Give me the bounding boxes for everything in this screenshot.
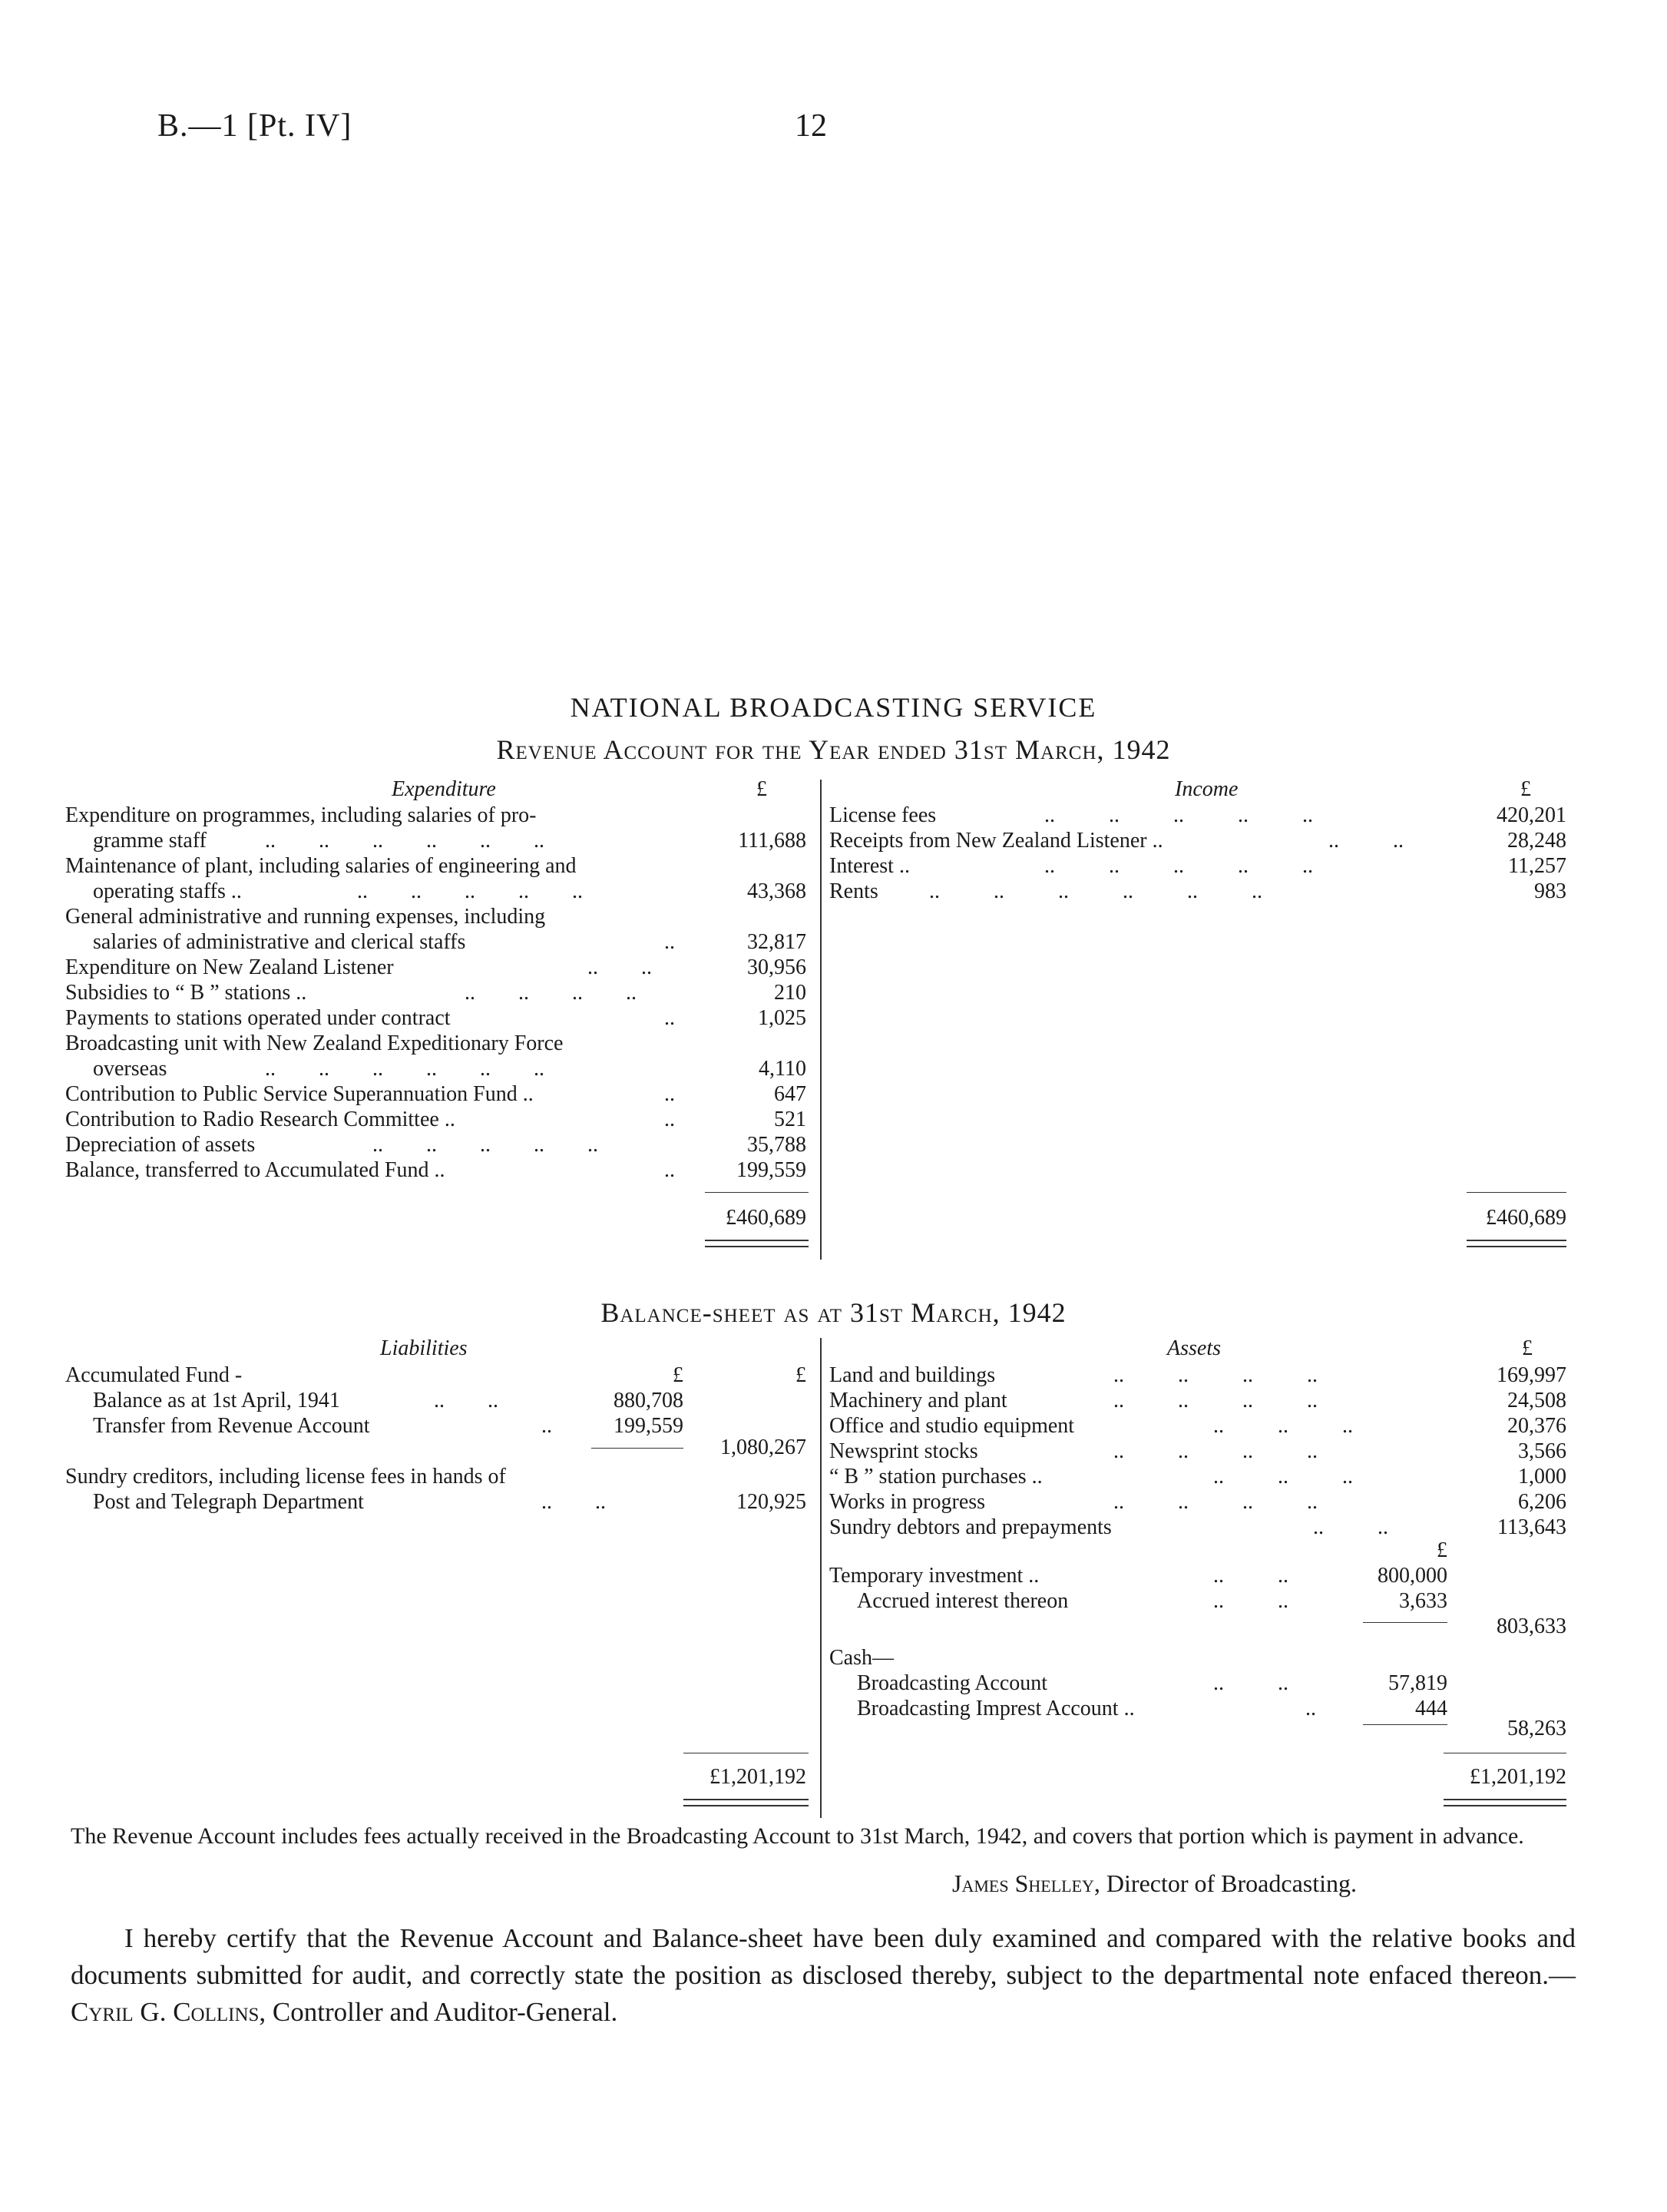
balance-sheet-title: Balance-sheet as at 31st March, 1942 [600,1297,1067,1328]
revenue-column-divider [820,780,822,1260]
expenditure-amount: 111,688 [738,829,806,853]
expenditure-line: Maintenance of plant, including salaries of engineering and [65,854,577,878]
income-label: Interest .. [829,854,910,878]
asset-label: Broadcasting Imprest Account .. [857,1697,1135,1720]
income-label: Receipts from New Zealand Listener .. [829,829,1163,853]
double-rule [1467,1240,1566,1241]
expenditure-amount: 199,559 [736,1158,806,1182]
asset-currency: £ [1437,1538,1447,1562]
asset-label: Newsprint stocks [829,1439,978,1463]
accumulated-fund-label: Accumulated Fund - [65,1363,243,1387]
expenditure-line: Depreciation of assets [65,1133,256,1157]
assets-total: £1,201,192 [1470,1765,1566,1789]
expenditure-row [65,1031,806,1057]
asset-amount: 3,566 [1518,1439,1566,1463]
asset-label: Temporary investment .. [829,1564,1040,1588]
income-row [829,879,1566,905]
assets-heading: Assets [1167,1336,1221,1360]
expenditure-line: Expenditure on New Zealand Listener [65,955,394,979]
leader-dots: .. [664,1082,675,1106]
expenditure-line: Balance, transferred to Accumulated Fund .. [65,1158,445,1182]
asset-amount: 20,376 [1507,1414,1566,1438]
asset-row [829,1439,1566,1465]
double-rule [683,1799,809,1800]
double-rule [1444,1805,1566,1806]
liability-row [65,1435,806,1461]
liability-amount: 880,708 [614,1389,683,1412]
leader-dots: .. [664,1108,675,1131]
leader-dots: .. .. [1328,829,1404,853]
leader-dots: .. .. .. .. [465,981,637,1005]
expenditure-total: £460,689 [726,1206,806,1230]
income-amount: 28,248 [1507,829,1566,853]
expenditure-amount: 521 [774,1108,806,1131]
expenditure-row [65,828,806,854]
expenditure-row [65,929,806,955]
liability-label: Transfer from Revenue Account [93,1414,370,1438]
total-rule [705,1192,809,1193]
expenditure-row [65,1107,806,1133]
double-rule [683,1805,809,1806]
director-title: , Director of Broadcasting. [1093,1869,1358,1897]
expenditure-row [65,1157,806,1184]
asset-amount: 3,633 [1399,1589,1447,1613]
asset-label: Broadcasting Account [857,1671,1048,1695]
expenditure-line: Contribution to Radio Research Committee .. [65,1108,455,1131]
leader-dots: .. .. .. [1213,1465,1353,1488]
expenditure-row [65,1056,806,1082]
liability-label: Balance as at 1st April, 1941 [93,1389,340,1412]
asset-label: Land and buildings [829,1363,996,1387]
asset-amount: 1,000 [1518,1465,1566,1488]
expenditure-amount: 43,368 [747,879,806,903]
expenditure-amount: 1,025 [758,1006,806,1030]
leader-dots: .. .. .. .. .. [357,879,583,903]
asset-amount: 6,206 [1518,1490,1566,1514]
asset-row [829,1716,1566,1742]
asset-row [829,1645,1566,1671]
expenditure-line: Contribution to Public Service Superannuation Fund .. [65,1082,534,1106]
liability-amount: 199,559 [614,1414,683,1438]
asset-amount: 444 [1415,1697,1447,1720]
asset-row [829,1538,1566,1564]
liability-amount: 120,925 [736,1490,806,1514]
expenditure-amount: 4,110 [759,1057,806,1081]
leader-dots: .. .. .. .. [1113,1490,1318,1514]
asset-amount: 800,000 [1378,1564,1447,1588]
expenditure-amount: 35,788 [747,1133,806,1157]
expenditure-line: Payments to stations operated under contract [65,1006,451,1030]
leader-dots: .. .. [1213,1589,1288,1613]
expenditure-line: Expenditure on programmes, including salaries of pro- [65,803,537,827]
asset-row [829,1515,1566,1541]
leader-dots: .. .. .. .. .. .. [265,1057,544,1081]
income-heading: Income [1175,777,1239,801]
cash-heading: Cash— [829,1646,894,1670]
leader-dots: .. .. [1213,1671,1288,1695]
asset-row [829,1671,1566,1697]
liabilities-total: £1,201,192 [709,1765,806,1789]
expenditure-row [65,879,806,905]
double-rule [705,1246,809,1247]
income-amount: 420,201 [1497,803,1566,827]
double-rule [1467,1246,1566,1247]
balance-column-divider [820,1338,822,1818]
asset-amount: 57,819 [1388,1671,1447,1695]
income-total: £460,689 [1486,1206,1566,1230]
income-row [829,853,1566,879]
leader-dots: .. [664,1006,675,1030]
leader-dots: .. .. .. .. .. [1044,854,1313,878]
income-label: Rents [829,879,878,903]
asset-label: Office and studio equipment [829,1414,1075,1438]
liabilities-heading: Liabilities [380,1336,468,1360]
expenditure-row [65,1005,806,1031]
leader-dots: .. .. .. [1213,1414,1353,1438]
liability-row [65,1388,806,1414]
leader-dots: .. .. [1313,1515,1388,1539]
expenditure-amount: 32,817 [747,930,806,954]
asset-amount: 169,997 [1497,1363,1566,1387]
asset-row [829,1489,1566,1515]
leader-dots: .. .. .. .. [1113,1389,1318,1412]
revenue-note: The Revenue Account includes fees actually received in the Broadcasting Account to 31st March, 1942, and covers that portion which is payment in advance. [71,1823,1524,1849]
asset-row [829,1588,1566,1614]
leader-dots: .. .. .. .. [1113,1439,1318,1463]
expenditure-row [65,955,806,981]
liability-label: Sundry creditors, including license fees in hands of [65,1465,506,1488]
leader-dots: .. [1305,1697,1316,1720]
leader-dots: .. .. [587,955,652,979]
income-label: License fees [829,803,937,827]
expenditure-amount: 647 [774,1082,806,1106]
cash-total-amount: 58,263 [1507,1717,1566,1740]
leader-dots: .. .. .. .. .. [372,1133,598,1157]
income-amount: 11,257 [1508,854,1566,878]
asset-row [829,1464,1566,1490]
double-rule [1444,1799,1566,1800]
leader-dots: .. .. .. .. [1113,1363,1318,1387]
liability-row [65,1363,806,1389]
asset-row [829,1388,1566,1414]
expenditure-line: Broadcasting unit with New Zealand Expeditionary Force [65,1031,564,1055]
expenditure-currency: £ [756,777,767,801]
liability-label: Post and Telegraph Department [93,1490,364,1514]
double-rule [705,1240,809,1241]
auditor-name: Cyril G. Collins [71,1997,260,2027]
expenditure-row [65,853,806,879]
expenditure-line: gramme staff [93,829,207,853]
asset-label: “ B ” station purchases .. [829,1465,1043,1488]
expenditure-amount: 210 [774,981,806,1005]
leader-dots: .. [664,930,675,954]
assets-currency: £ [1522,1336,1533,1360]
income-amount: 983 [1534,879,1566,903]
expenditure-line: General administrative and running expenses, including [65,905,546,929]
liability-currency: £ [795,1363,806,1387]
investment-total-amount: 803,633 [1497,1614,1566,1638]
liability-row [65,1464,806,1490]
auditor-title: , Controller and Auditor-General. [259,1997,618,2027]
leader-dots: .. .. [434,1389,498,1412]
expenditure-line: salaries of administrative and clerical staffs [93,930,466,954]
expenditure-row [65,904,806,930]
leader-dots: .. .. .. .. .. [1044,803,1313,827]
fund-total-amount: 1,080,267 [720,1435,806,1459]
income-currency: £ [1520,777,1531,801]
income-row [829,828,1566,854]
expenditure-row [65,980,806,1006]
leader-dots: .. [541,1414,552,1438]
expenditure-row [65,1132,806,1158]
certificate-text: I hereby certify that the Revenue Account and Balance-sheet have been duly examined and compared with the relative books and documents submitted for audit, and correctly state the position as disclosed thereby, subject to the departmental note enfaced thereon.— [71,1923,1576,1990]
liability-row [65,1489,806,1515]
expenditure-amount: 30,956 [747,955,806,979]
revenue-account-title: Revenue Account for the Year ended 31st March, 1942 [496,734,1171,765]
liability-currency: £ [673,1363,683,1387]
asset-amount: 113,643 [1497,1515,1566,1539]
asset-amount: 24,508 [1507,1389,1566,1412]
page-reference: B.—1 [Pt. IV] [157,108,352,144]
leader-dots: .. [664,1158,675,1182]
expenditure-row [65,803,806,829]
leader-dots: .. .. .. .. .. .. [265,829,544,853]
total-rule [1467,1192,1566,1193]
auditor-certificate [71,1920,1576,2031]
asset-row [829,1563,1566,1589]
expenditure-row [65,1081,806,1108]
income-row [829,803,1566,829]
asset-row [829,1363,1566,1389]
director-signature [952,1869,1357,1898]
expenditure-line: overseas [93,1057,167,1081]
asset-row [829,1614,1566,1640]
expenditure-line: Subsidies to “ B ” stations .. [65,981,307,1005]
leader-dots: .. .. [1213,1564,1288,1588]
asset-row [829,1413,1566,1439]
asset-label: Works in progress [829,1490,986,1514]
director-name: James Shelley [952,1869,1094,1897]
leader-dots: .. .. .. .. .. .. [929,879,1262,903]
expenditure-line: operating staffs .. [93,879,242,903]
asset-label: Accrued interest thereon [857,1589,1069,1613]
leader-dots: .. .. [541,1490,606,1514]
document-title: NATIONAL BROADCASTING SERVICE [570,692,1097,723]
page-number: 12 [795,108,827,144]
asset-label: Machinery and plant [829,1389,1007,1412]
asset-label: Sundry debtors and prepayments [829,1515,1112,1539]
expenditure-heading: Expenditure [392,777,496,801]
